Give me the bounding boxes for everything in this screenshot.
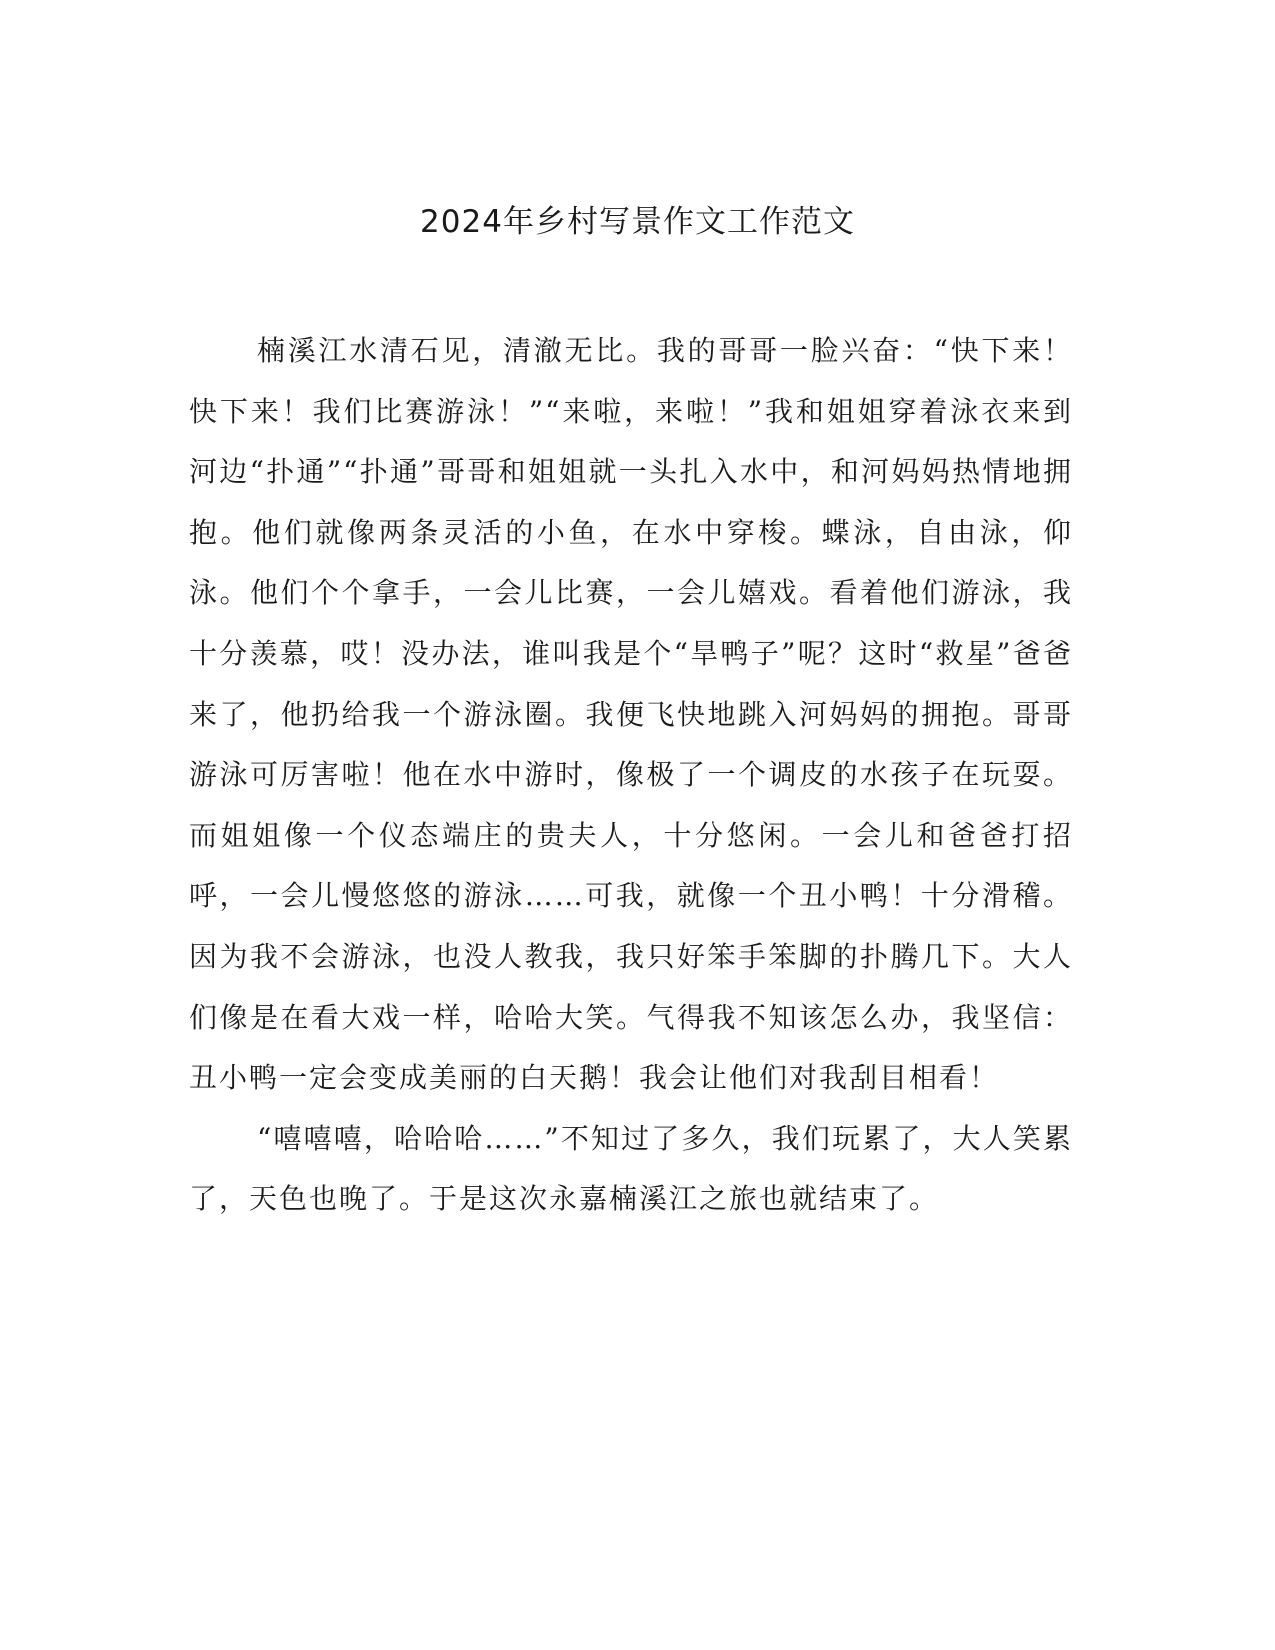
article-body	[189, 321, 1073, 1230]
paragraph-2: “嘻嘻嘻，哈哈哈……”不知过了多久，我们玩累了，大人笑累了，天色也晚了。于是这次永嘉楠溪江之旅也就结束了。	[189, 1121, 1073, 1216]
page-title: 2024年乡村写景作文工作范文	[420, 204, 855, 240]
paragraph-1: 楠溪江水清石见，清澈无比。我的哥哥一脸兴奋：“快下来！快下来！我们比赛游泳！”“来啦，来啦！”我和姐姐穿着泳衣来到河边“扑通”“扑通”哥哥和姐姐就一头扎入水中，和河妈妈热情地拥抱。他们就像两条灵活的小鱼，在水中穿梭。蝶泳，自由泳，仰泳。他们个个拿手，一会儿比赛，一会儿嬉戏。看着他们游泳，我十分羡慕，哎！没办法，谁叫我是个“旱鸭子”呢？这时“救星”爸爸来了，他扔给我一个游泳圈。我便飞快地跳入河妈妈的拥抱。哥哥游泳可厉害啦！他在水中游时，像极了一个调皮的水孩子在玩耍。而姐姐像一个仪态端庄的贵夫人，十分悠闲。一会儿和爸爸打招呼，一会儿慢悠悠的游泳……可我，就像一个丑小鸭！十分滑稽。因为我不会游泳，也没人教我，我只好笨手笨脚的扑腾几下。大人们像是在看大戏一样，哈哈大笑。气得我不知该怎么办，我坚信：丑小鸭一定会变成美丽的白天鹅！我会让他们对我刮目相看！	[189, 334, 1073, 1095]
